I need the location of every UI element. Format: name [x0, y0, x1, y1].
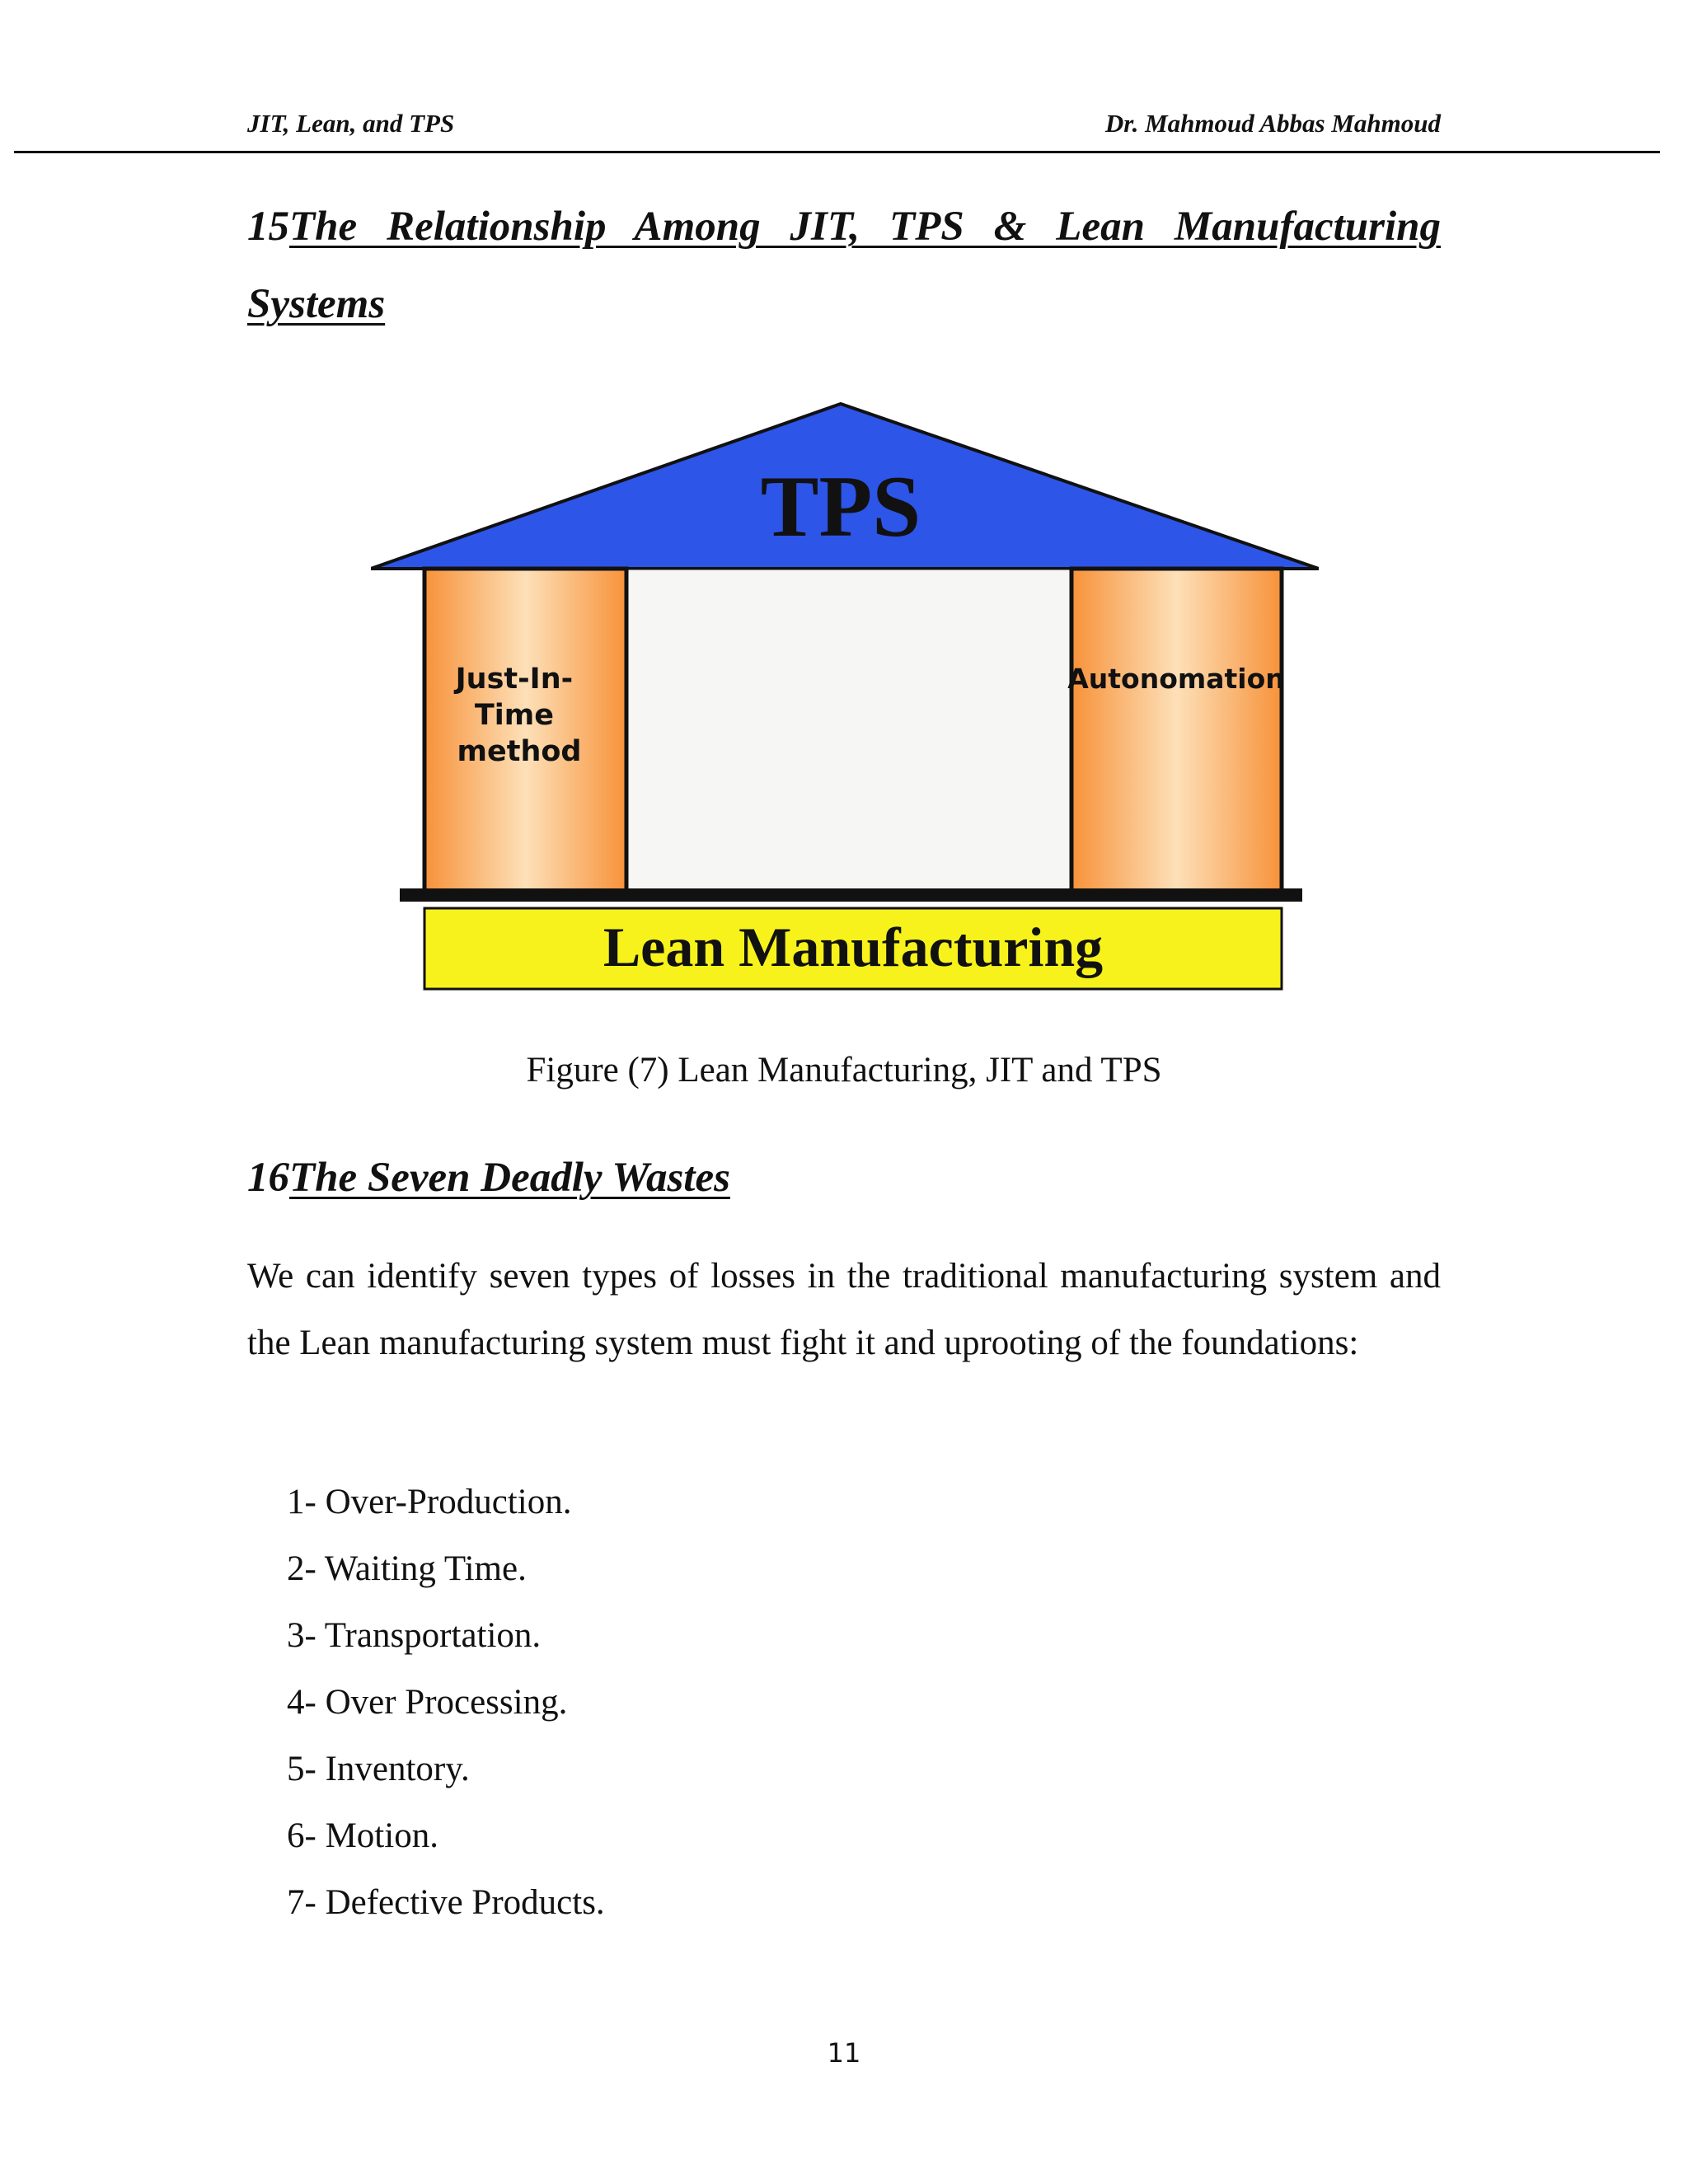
list-item: 6- Motion. — [287, 1816, 438, 1855]
right-pillar — [1071, 569, 1282, 894]
running-header-author: Dr. Mahmoud Abbas Mahmoud — [1104, 109, 1441, 138]
figure-caption: Figure (7) Lean Manufacturing, JIT and TPS — [526, 1051, 1162, 1090]
list-item: 1- Over-Production. — [287, 1483, 572, 1521]
list-item: 5- Inventory. — [287, 1750, 470, 1788]
lean-manufacturing-label: Lean Manufacturing — [603, 916, 1104, 978]
running-header-title: JIT, Lean, and TPS — [247, 109, 455, 138]
section-15-number: 15 — [247, 204, 289, 250]
floor-beam — [400, 888, 1302, 902]
list-item: 3- Transportation. — [287, 1616, 542, 1655]
section-16-number: 16 — [247, 1155, 289, 1201]
section-16-heading — [247, 1139, 1441, 1216]
section-16-title: The Seven Deadly Wastes — [289, 1155, 730, 1201]
just-in-time-line: Time — [474, 699, 554, 732]
section-15-title: The Relationship Among JIT, TPS & Lean Manufacturing Systems — [247, 204, 1441, 327]
seven-wastes-list — [287, 1469, 605, 1936]
wastes-intro-paragraph: We can identify seven types of losses in the traditional manufacturing system and the Lean manufacturing system must fight it and uprooting of the foundations: — [247, 1257, 1441, 1362]
page-number: 11 — [827, 2037, 861, 2069]
list-item: 7- Defective Products. — [287, 1883, 605, 1922]
tps-label: TPS — [760, 458, 921, 555]
section-15-heading — [247, 188, 1441, 343]
tps-house-diagram — [371, 387, 1319, 1014]
house-interior — [626, 569, 1071, 894]
list-item: 2- Waiting Time. — [287, 1549, 527, 1588]
list-item: 4- Over Processing. — [287, 1683, 568, 1722]
just-in-time-line: Just-In- — [455, 663, 574, 696]
header-divider — [14, 151, 1660, 153]
just-in-time-line: method — [457, 735, 582, 768]
autonomation-label: Autonomation — [1067, 663, 1285, 695]
